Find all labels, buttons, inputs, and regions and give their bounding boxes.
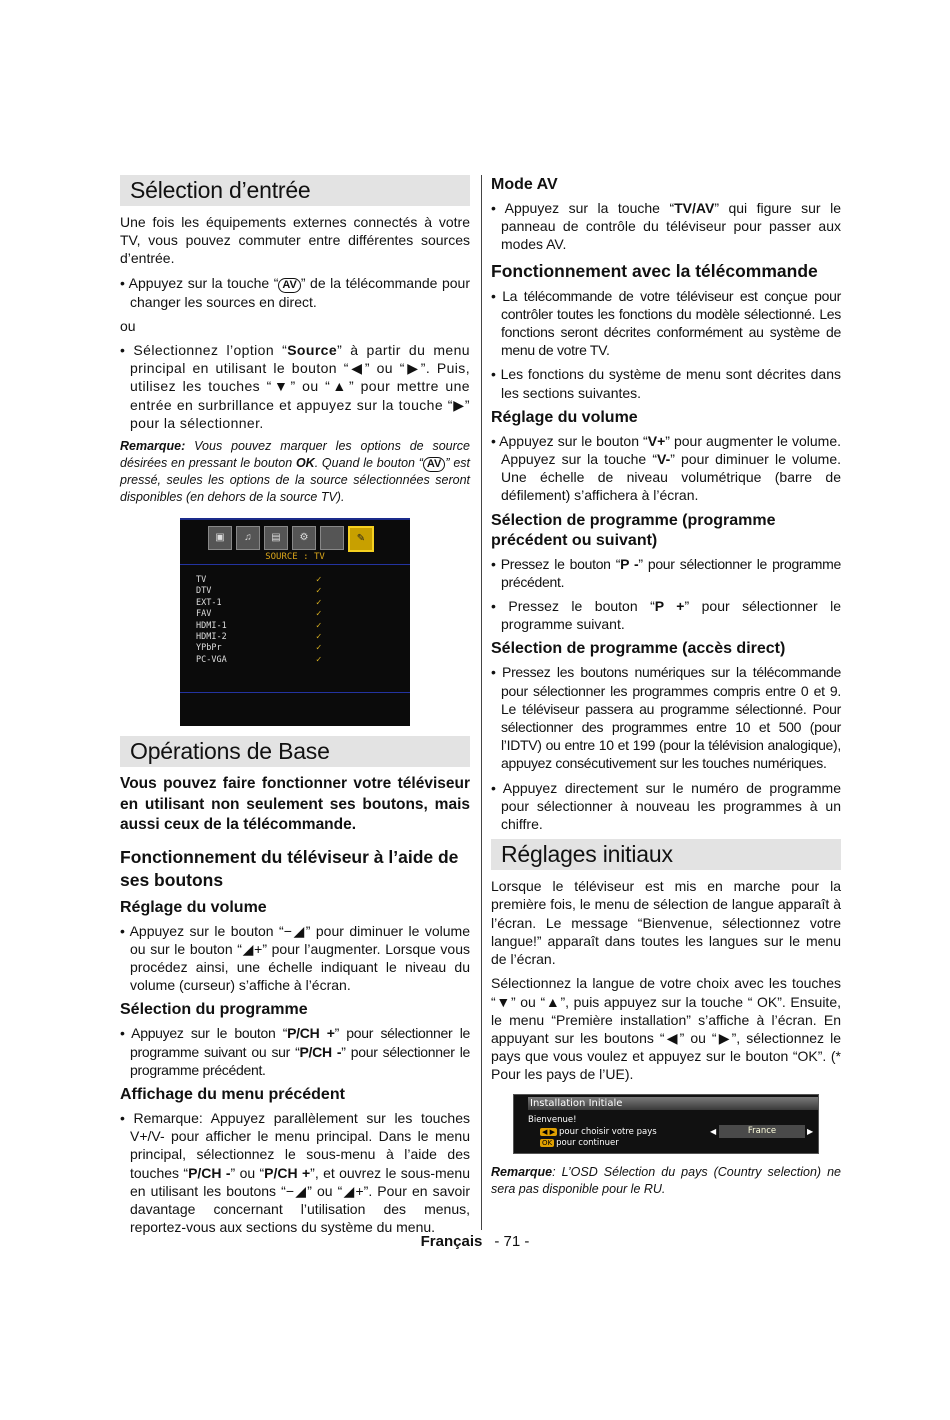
osd-band-top [180, 564, 410, 565]
install-title: Installation Initiale [528, 1097, 818, 1110]
check-icon: ✓ [316, 609, 322, 620]
remote-bullet-1: • La télécommande de votre téléviseur est conçue pour contrôler toutes les fonctions du modèle sélectionné. Les fonctions seront décrites conformément au système de menu de votre TV. [491, 287, 841, 359]
av-key-icon: AV [278, 278, 300, 293]
install-welcome: Bienvenue! [528, 1114, 577, 1125]
or-text: ou [120, 317, 136, 334]
menu-heading: Affichage du menu précédent [120, 1085, 345, 1103]
install-menu-screenshot [513, 1094, 819, 1154]
menu-icon-strip [208, 526, 374, 552]
right-column [491, 175, 841, 1208]
check-icon: ✓ [316, 586, 322, 597]
program-text-left: • Appuyez sur le bouton “P/CH +” pour sélectionner le programme suivant ou sur “P/CH -” pour sélectionner le programme précédent. [120, 1025, 470, 1078]
page-footer [0, 1233, 950, 1250]
country-field: France [719, 1125, 805, 1138]
source-item-label: PC-VGA [196, 654, 227, 665]
operations-intro: Vous pouvez faire fonctionner votre téléviseur en utilisant non seulement ses boutons, mais aussi ceux de la télécommande. [120, 775, 470, 834]
source-icon: ✎ [348, 526, 374, 552]
source-item [196, 632, 326, 643]
check-icon: ✓ [316, 575, 322, 586]
source-item-label: HDMI-1 [196, 620, 227, 631]
volume-heading-right: Réglage du volume [491, 408, 638, 426]
source-item-label: YPbPr [196, 643, 222, 654]
source-list [196, 575, 326, 666]
check-icon: ✓ [316, 654, 322, 665]
selection-bullet-2: • Sélectionnez l’option “Source” à partir du menu principal en utilisant le bouton “◀” ou “▶”. Puis, utilisez les touches “▼” ou “▲” pour mettre une entrée en surbrillance et appuyez sur la touche “▶” pour la sélectionner. [120, 342, 470, 431]
check-icon: ✓ [316, 631, 322, 642]
picture-icon: ▣ [208, 526, 232, 550]
modeav-heading: Mode AV [491, 176, 558, 193]
selection-note: Remarque: Vous pouvez marquer les options de source désirées en pressant le bouton OK. Quand le bouton “ AV ” est pressé, seules les options de la source sélectionnées seront disponibles (en dehors de la source TV). [120, 439, 471, 505]
av-key-icon: AV [423, 457, 445, 472]
column-divider [481, 175, 482, 1230]
source-item-label: DTV [196, 586, 212, 597]
direct-heading: Sélection de programme (accès direct) [491, 640, 786, 658]
selection-intro: Une fois les équipements externes connectés à votre TV, vous pouvez commuter entre différentes sources d’entrée. [120, 214, 470, 267]
osd-band-bottom [180, 692, 410, 693]
source-item [196, 575, 326, 586]
volume-heading-left: Réglage du volume [120, 898, 267, 916]
source-item [196, 621, 326, 632]
direct-bullet-1: • Pressez les boutons numériques sur la télécommande pour sélectionner les programmes compris entre 0 et 9. Le téléviseur passera au programme sélectionné. Pour sélectionner des programmes entre 10 et 500 (pour l’IDTV) ou entre 10 et 199 (pour la télévision analogique), appuyez consécutivement sur les touches numériques. [491, 664, 841, 772]
initial-paragraph-1: Lorsque le téléviseur est mis en marche pour la première fois, le menu de sélection de langue apparaît à l’écran. Le message “Bienvenue, sélectionnez votre langue!” apparaît dans toutes les langues sur le menu de l’écran. [491, 878, 841, 968]
volume-text-right: • Appuyez sur le bouton “V+” pour augmenter le volume. Appuyez sur la touche “V-” pour diminuer le volume. Une échelle de niveau volumétrique (barre de défilement) s’affichera à l’écran. [491, 432, 842, 504]
buttons-heading: Fonctionnement du téléviseur à l’aide de ses boutons [120, 846, 459, 890]
source-item-label: HDMI-2 [196, 631, 227, 642]
section-title-selection: Sélection d’entrée [120, 175, 470, 206]
left-arrow-icon: ◀ [710, 1126, 717, 1136]
source-item [196, 586, 326, 597]
menu-text: • Remarque: Appuyez parallèlement sur les touches V+/V- pour afficher le menu principal. Dans le menu principal, sélectionnez le sous-menu à l’aide des touches “P/CH -” ou “P/CH +”, et ouvrez le sous-menu en utilisant les boutons “−◢” ou “◢+”. Pour en savoir davantage concernant l’utilisation des menus, reportez-vous aux sections du système du menu. [120, 1109, 470, 1236]
footer-language: Français [420, 1233, 483, 1250]
install-line-1: ◀ ▶ pour choisir votre pays [542, 1126, 657, 1137]
check-icon: ✓ [316, 597, 322, 608]
selection-bullet-1: • Appuyez sur la touche “ AV ” de la télécommande pour changer les sources en direct. [120, 274, 470, 310]
program-bullet-2: • Pressez le bouton “P +” pour sélectionner le programme suivant. [491, 598, 841, 633]
ok-key-icon: OK [542, 1138, 553, 1147]
feature-icon: ▤ [264, 526, 288, 550]
page-number: - 71 - [494, 1233, 530, 1250]
check-icon: ✓ [316, 643, 322, 654]
check-icon: ✓ [316, 620, 322, 631]
section-title-operations: Opérations de Base [120, 736, 470, 767]
install-line-2: OK pour continuer [542, 1137, 619, 1148]
install-icon: ⚙ [292, 526, 316, 550]
program-heading-left: Sélection du programme [120, 1001, 308, 1019]
initial-paragraph-2: Sélectionnez la langue de votre choix avec les touches “▼” ou “▲”, puis appuyez sur la touche “ OK”. Ensuite, le menu “Première installation” s’affiche à l’écran. En appuyant sur les boutons “◀” ou “▶”, sélectionnez le pays que vous voulez et appuyez sur le bouton “OK”. (* Pour les pays de l’UE). [491, 975, 841, 1083]
remote-heading: Fonctionnement avec la télécommande [491, 260, 818, 281]
source-item-label: EXT-1 [196, 597, 222, 608]
sound-icon: ♫ [236, 526, 260, 550]
direct-bullet-2: • Appuyez directement sur le numéro de programme pour sélectionner à nouveau les programmes à un chiffre. [491, 779, 841, 833]
left-column [120, 175, 470, 1242]
program-bullet-1: • Pressez le bouton “P -” pour sélectionner le programme précédent. [491, 555, 841, 590]
modeav-text: • Appuyez sur la touche “TV/AV” qui figure sur le panneau de contrôle du téléviseur pour passer aux modes AV. [491, 200, 841, 253]
source-item [196, 609, 326, 620]
program-heading-right: Sélection de programme (programme précédent ou suivant) [491, 511, 776, 549]
source-item-label: FAV [196, 609, 212, 620]
blank-icon [320, 526, 344, 550]
osd-source-title: SOURCE : TV [265, 552, 325, 563]
remote-bullet-2: • Les fonctions du système de menu sont décrites dans les sections suivantes. [491, 366, 841, 401]
volume-text-left: • Appuyez sur le bouton “−◢” pour diminuer le volume ou sur le bouton “◢+” pour l’augmenter. Lorsque vous procédez ainsi, une échelle indiquant le niveau du volume (curseur) s’affiche à l’écran. [120, 922, 470, 994]
source-menu-screenshot [180, 518, 410, 726]
arrow-keys-icon: ◀ ▶ [542, 1127, 555, 1136]
right-arrow-icon: ▶ [807, 1126, 814, 1136]
source-item [196, 643, 326, 654]
section-title-initial: Réglages initiaux [491, 839, 841, 870]
source-item [196, 598, 326, 609]
source-item [196, 655, 326, 666]
source-item-label: TV [196, 575, 207, 586]
install-note: Remarque: L’OSD Sélection du pays (Country selection) ne sera pas disponible pour le RU. [491, 1164, 841, 1196]
